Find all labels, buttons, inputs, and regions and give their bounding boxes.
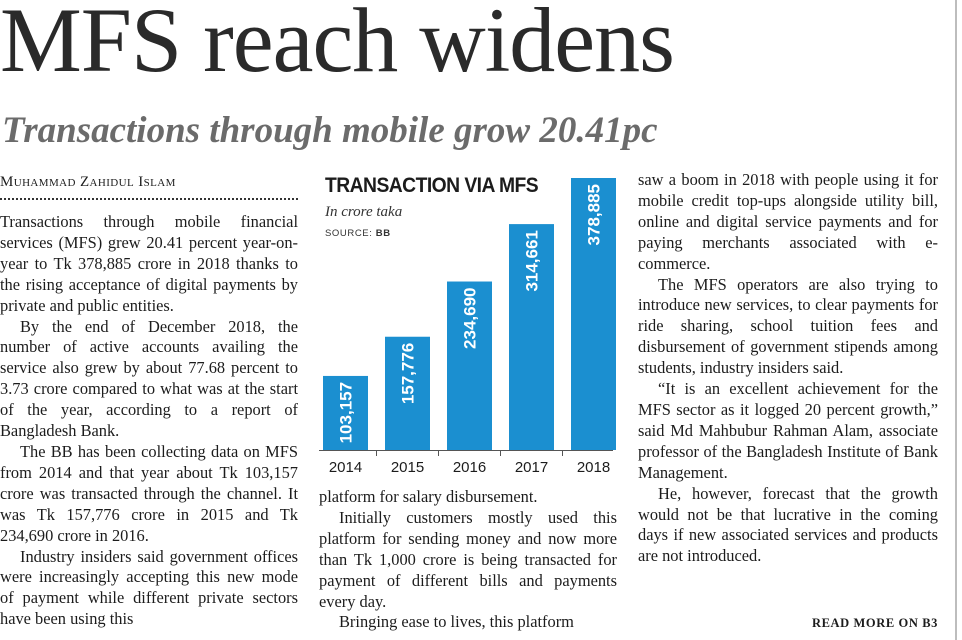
chart-source-name: BB xyxy=(375,228,391,239)
x-tick-label: 2014 xyxy=(328,459,363,476)
chart-unit-label: In crore taka xyxy=(325,204,403,220)
article-column-1 xyxy=(0,212,298,630)
bar-value-label: 378,885 xyxy=(584,184,604,246)
paragraph: He, however, forecast that the growth would not be that lucrative in the coming days if new associated services and products are not introduced. xyxy=(638,483,938,566)
paragraph: By the end of December 2018, the number of active accounts availing the service also grew by about 77.68 percent to 3.73 crore compared to what was at the start of the year, according to a report of Bangladesh Bank. xyxy=(0,316,298,441)
column-divider xyxy=(955,0,957,640)
subheadline: Transactions through mobile grow 20.41pc xyxy=(2,110,658,151)
x-tick-label: 2017 xyxy=(514,459,549,476)
x-tick-label: 2016 xyxy=(452,459,487,476)
article-column-3 xyxy=(638,170,938,567)
bar-value-label: 103,157 xyxy=(336,381,356,444)
paragraph: The BB has been collecting data on MFS from 2014 and that year about Tk 103,157 crore was transacted through the channel. It was Tk 157,776 crore in 2015 and Tk 234,690 crore in 2016. xyxy=(0,441,298,545)
paragraph: Bringing ease to lives, this platform xyxy=(339,612,574,632)
paragraph: Transactions through mobile financial services (MFS) grew 20.41 percent year-on-year to Tk 378,885 crore in 2018 thanks to the rising acceptance of digital payments by private and public entities. xyxy=(0,212,298,315)
bar-value-label: 234,690 xyxy=(460,287,480,349)
bar-value-label: 314,661 xyxy=(522,230,542,292)
x-tick-label: 2018 xyxy=(576,459,611,476)
paragraph: platform for salary disbursement. xyxy=(319,487,538,506)
paragraph: saw a boom in 2018 with people using it for mobile credit top-ups alongside utility bill, online and digital service payments and for paying merchants associated with e-commerce. xyxy=(638,170,938,273)
headline: MFS reach widens xyxy=(0,0,674,91)
paragraph: The MFS operators are also trying to introduce new services, to clear payments for ride sharing, school tuition fees and disbursement of government stipends among students, industry insiders said. xyxy=(638,274,938,378)
transaction-chart xyxy=(319,170,619,480)
read-more-link[interactable]: READ MORE ON B3 xyxy=(811,616,938,630)
byline: Muhammad Zahidul Islam xyxy=(0,174,176,190)
x-tick-label: 2015 xyxy=(390,459,425,476)
chart-title: TRANSACTION VIA MFS xyxy=(325,174,539,197)
article-column-2 xyxy=(319,487,617,633)
paragraph: Initially customers mostly used this platform for sending money and now more than Tk 1,000 crore is being transacted for payment of different bills and payments every day. xyxy=(319,507,617,611)
chart-plot xyxy=(319,170,619,480)
byline-divider xyxy=(0,198,298,200)
paragraph: “It is an excellent achievement for the MFS sector as it logged 20 percent growth,” said Md Mahbubur Rahman Alam, associate professor of the Bangladesh Institute of Bank Management. xyxy=(638,379,938,482)
bar-value-label: 157,776 xyxy=(398,342,418,405)
paragraph: Industry insiders said government offices were increasingly accepting this new mode of payment while different private sectors have been using this xyxy=(0,546,298,629)
chart-source-label: SOURCE: xyxy=(325,228,373,239)
